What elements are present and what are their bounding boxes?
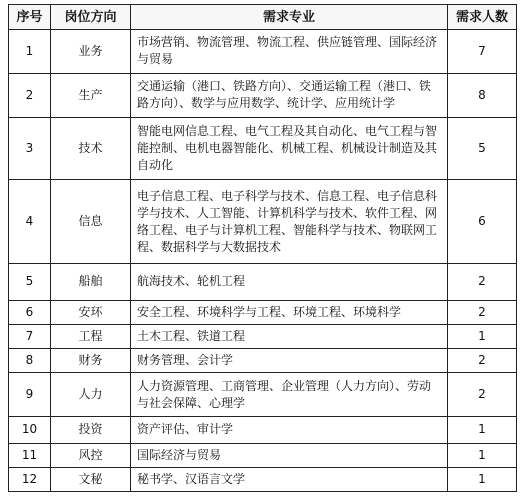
table-row xyxy=(9,73,517,117)
row-majors: 资产评估、审计学 xyxy=(131,417,448,443)
row-serial-number: 12 xyxy=(9,467,51,491)
row-serial-number: 9 xyxy=(9,373,51,417)
row-headcount: 2 xyxy=(448,349,517,373)
table-row xyxy=(9,301,517,325)
row-headcount: 1 xyxy=(448,417,517,443)
row-headcount: 7 xyxy=(448,30,517,74)
row-position: 安环 xyxy=(51,301,131,325)
row-serial-number: 11 xyxy=(9,443,51,467)
row-headcount: 6 xyxy=(448,180,517,263)
row-majors: 交通运输（港口、铁路方向）、交通运输工程（港口、铁路方向）、数学与应用数学、统计学、应用统计学 xyxy=(131,73,448,117)
row-headcount: 1 xyxy=(448,325,517,349)
row-serial-number: 6 xyxy=(9,301,51,325)
row-serial-number: 5 xyxy=(9,263,51,300)
table-row xyxy=(9,417,517,443)
row-headcount: 8 xyxy=(448,73,517,117)
row-position: 风控 xyxy=(51,443,131,467)
row-position: 业务 xyxy=(51,30,131,74)
row-headcount: 1 xyxy=(448,467,517,491)
table-row xyxy=(9,30,517,74)
row-majors: 秘书学、汉语言文学 xyxy=(131,467,448,491)
row-majors: 财务管理、会计学 xyxy=(131,349,448,373)
row-serial-number: 2 xyxy=(9,73,51,117)
table-row xyxy=(9,349,517,373)
row-position: 人力 xyxy=(51,373,131,417)
header-serial-number: 序号 xyxy=(9,5,51,30)
row-majors: 土木工程、铁道工程 xyxy=(131,325,448,349)
recruitment-table-container xyxy=(8,4,516,492)
row-serial-number: 8 xyxy=(9,349,51,373)
table-row xyxy=(9,117,517,180)
row-majors: 安全工程、环境科学与工程、环境工程、环境科学 xyxy=(131,301,448,325)
table-row xyxy=(9,325,517,349)
row-position: 投资 xyxy=(51,417,131,443)
table-row xyxy=(9,180,517,263)
row-position: 工程 xyxy=(51,325,131,349)
row-majors: 航海技术、轮机工程 xyxy=(131,263,448,300)
row-position: 信息 xyxy=(51,180,131,263)
table-row xyxy=(9,373,517,417)
row-majors: 市场营销、物流管理、物流工程、供应链管理、国际经济与贸易 xyxy=(131,30,448,74)
row-headcount: 5 xyxy=(448,117,517,180)
table-row xyxy=(9,263,517,300)
row-majors: 人力资源管理、工商管理、企业管理（人力方向）、劳动与社会保障、心理学 xyxy=(131,373,448,417)
header-headcount: 需求人数 xyxy=(448,5,517,30)
table-row xyxy=(9,443,517,467)
row-majors: 国际经济与贸易 xyxy=(131,443,448,467)
row-headcount: 2 xyxy=(448,373,517,417)
table-row xyxy=(9,467,517,491)
row-serial-number: 4 xyxy=(9,180,51,263)
row-serial-number: 10 xyxy=(9,417,51,443)
row-position: 生产 xyxy=(51,73,131,117)
header-majors: 需求专业 xyxy=(131,5,448,30)
row-headcount: 2 xyxy=(448,263,517,300)
row-headcount: 1 xyxy=(448,443,517,467)
header-position: 岗位方向 xyxy=(51,5,131,30)
row-majors: 电子信息工程、电子科学与技术、信息工程、电子信息科学与技术、人工智能、计算机科学与技术、软件工程、网络工程、电子与计算机工程、智能科学与技术、物联网工程、数据科学与大数据技术 xyxy=(131,180,448,263)
row-position: 技术 xyxy=(51,117,131,180)
row-serial-number: 7 xyxy=(9,325,51,349)
row-headcount: 2 xyxy=(448,301,517,325)
recruitment-table xyxy=(8,4,517,492)
row-position: 船舶 xyxy=(51,263,131,300)
header-row xyxy=(9,5,517,30)
row-serial-number: 3 xyxy=(9,117,51,180)
row-serial-number: 1 xyxy=(9,30,51,74)
row-majors: 智能电网信息工程、电气工程及其自动化、电气工程与智能控制、电机电器智能化、机械工程、机械设计制造及其自动化 xyxy=(131,117,448,180)
row-position: 财务 xyxy=(51,349,131,373)
row-position: 文秘 xyxy=(51,467,131,491)
